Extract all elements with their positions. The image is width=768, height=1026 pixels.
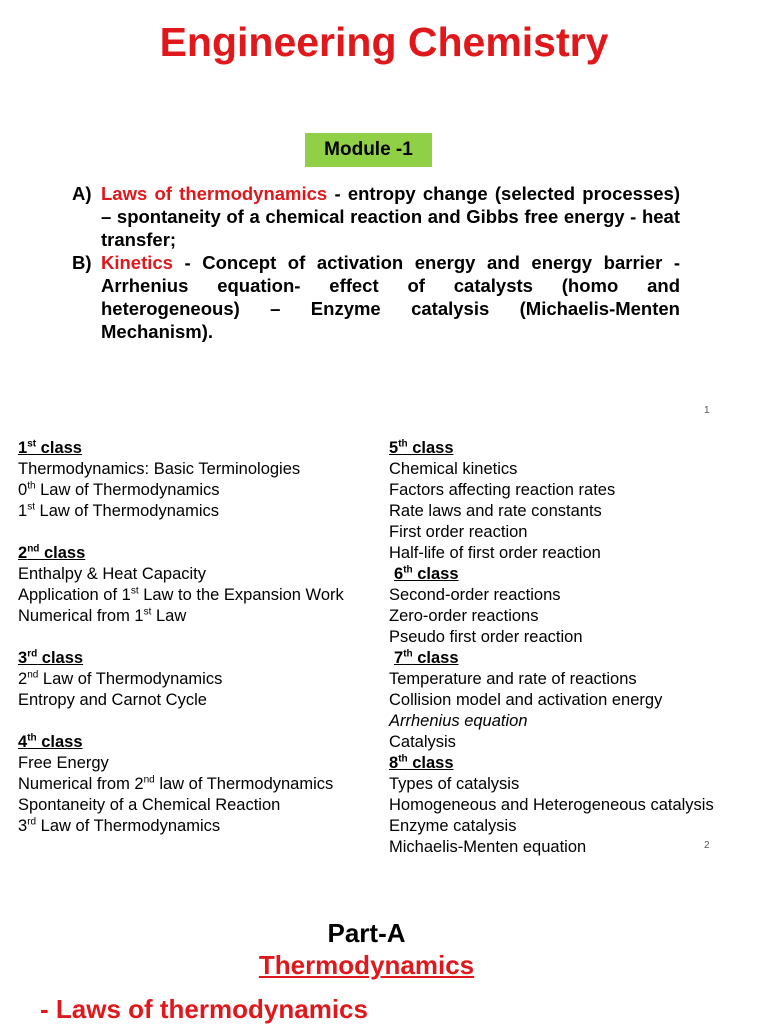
topic-a-highlight: Laws of thermodynamics (101, 183, 328, 204)
spacer (18, 522, 344, 543)
list-item (18, 774, 344, 795)
item-text: 3 (18, 649, 28, 667)
class-heading (18, 438, 344, 459)
list-item (18, 459, 344, 480)
item-text: class (36, 733, 83, 751)
item-text: Numerical from 2 (18, 775, 144, 793)
list-item (389, 711, 714, 732)
class-heading (389, 438, 714, 459)
item-text: 0 (18, 481, 28, 499)
list-item (389, 627, 714, 648)
page-title: Engineering Chemistry (159, 19, 609, 65)
item-text: 1 (18, 502, 28, 520)
item-text: Types of catalysis (389, 775, 520, 793)
item-text: Chemical kinetics (389, 460, 518, 478)
item-text: Spontaneity of a Chemical Reaction (18, 796, 281, 814)
list-item (389, 732, 714, 753)
list-item (389, 522, 714, 543)
list-item (18, 795, 344, 816)
ordinal-suffix: st (27, 438, 37, 450)
list-item (18, 816, 344, 837)
ordinal-suffix: nd (27, 543, 40, 555)
item-text: 1 (18, 439, 28, 457)
laws-heading: - Laws of thermodynamics (40, 994, 368, 1024)
item-text: 4 (18, 733, 28, 751)
item-text: Arrhenius equation (389, 712, 528, 730)
list-item (389, 480, 714, 501)
spacer (18, 711, 344, 732)
item-text: Thermodynamics: Basic Terminologies (18, 460, 301, 478)
ordinal-suffix: th (403, 648, 413, 660)
list-item (18, 606, 344, 627)
topic-a-label: A) (72, 183, 92, 204)
class-heading (18, 732, 344, 753)
item-text: Law of Thermodynamics (38, 670, 223, 688)
item-text: Homogeneous and Heterogeneous catalysis (389, 796, 714, 814)
item-text: Application of 1 (18, 586, 131, 604)
item-text: Law of Thermodynamics (36, 817, 221, 835)
item-text: Enzyme catalysis (389, 817, 517, 835)
page-number-1: 1 (704, 405, 710, 416)
item-text: Temperature and rate of reactions (389, 670, 637, 688)
class-heading (389, 753, 714, 774)
ordinal-suffix: st (27, 501, 35, 513)
list-item (389, 606, 714, 627)
item-text: 6 (394, 565, 404, 583)
item-text: Second-order reactions (389, 586, 561, 604)
list-item (389, 501, 714, 522)
class-heading (389, 648, 714, 669)
item-text: Law to the Expansion Work (138, 586, 344, 604)
item-text: class (39, 544, 86, 562)
item-text: Entropy and Carnot Cycle (18, 691, 207, 709)
item-text: 5 (389, 439, 399, 457)
topic-b-label: B) (72, 252, 92, 273)
item-text: class (407, 754, 454, 772)
item-text: class (412, 649, 459, 667)
item-text: Factors affecting reaction rates (389, 481, 616, 499)
part-heading: Part-A (327, 918, 406, 948)
list-item (389, 816, 714, 837)
class-heading (389, 564, 714, 585)
section-heading: Thermodynamics (258, 950, 475, 980)
ordinal-suffix: rd (27, 816, 37, 828)
ordinal-suffix: th (403, 564, 413, 576)
item-text: Pseudo first order reaction (389, 628, 583, 646)
ordinal-suffix: nd (143, 774, 155, 786)
item-text: Law of Thermodynamics (34, 502, 219, 520)
topic-b-text: - Concept of activation energy and energy barrier - Arrhenius equation- effect of catalysts (homo and heterogeneous) – Enzyme catalysis (Michaelis-Menten Mechanism). (101, 252, 680, 342)
item-text: 3 (18, 817, 28, 835)
module-badge: Module -1 (305, 133, 432, 167)
item-text: Free Energy (18, 754, 109, 772)
list-item (18, 585, 344, 606)
item-text: 2 (18, 544, 28, 562)
item-text: 7 (394, 649, 404, 667)
item-text: Michaelis-Menten equation (389, 838, 587, 856)
ordinal-suffix: st (130, 585, 139, 597)
item-text: law of Thermodynamics (154, 775, 334, 793)
class-list-right (389, 438, 714, 858)
class-heading (18, 648, 344, 669)
list-item (389, 795, 714, 816)
ordinal-suffix: th (398, 438, 408, 450)
topic-b (72, 251, 680, 343)
list-item (389, 585, 714, 606)
topic-b-highlight: Kinetics (101, 252, 173, 273)
list-item (18, 753, 344, 774)
ordinal-suffix: th (398, 753, 408, 765)
topic-a-text: - entropy change (selected processes) – spontaneity of a chemical reaction and Gibbs free energy - heat transfer; (101, 183, 680, 250)
list-item (389, 669, 714, 690)
list-item (389, 543, 714, 564)
list-item (18, 669, 344, 690)
topic-a (72, 182, 680, 251)
list-item (389, 459, 714, 480)
page-number-2: 2 (704, 840, 710, 851)
ordinal-suffix: st (143, 606, 152, 618)
item-text: First order reaction (389, 523, 528, 541)
list-item (18, 480, 344, 501)
item-text: 2 (18, 670, 28, 688)
item-text: Law (151, 607, 187, 625)
ordinal-suffix: nd (27, 669, 39, 681)
ordinal-suffix: th (27, 480, 36, 492)
item-text: class (36, 439, 82, 457)
item-text: Collision model and activation energy (389, 691, 663, 709)
list-item (389, 690, 714, 711)
class-heading (18, 543, 344, 564)
item-text: class (37, 649, 84, 667)
list-item (389, 837, 714, 858)
item-text: Enthalpy & Heat Capacity (18, 565, 207, 583)
ordinal-suffix: rd (27, 648, 38, 660)
list-item (389, 774, 714, 795)
list-item (18, 501, 344, 522)
class-list-left (18, 438, 344, 837)
item-text: Half-life of first order reaction (389, 544, 601, 562)
ordinal-suffix: th (27, 732, 37, 744)
list-item (18, 690, 344, 711)
spacer (18, 627, 344, 648)
item-text: Zero-order reactions (389, 607, 539, 625)
item-text: class (412, 565, 459, 583)
item-text: Law of Thermodynamics (35, 481, 220, 499)
item-text: 8 (389, 754, 399, 772)
item-text: class (407, 439, 454, 457)
item-text: Catalysis (389, 733, 456, 751)
item-text: Numerical from 1 (18, 607, 144, 625)
list-item (18, 564, 344, 585)
item-text: Rate laws and rate constants (389, 502, 602, 520)
